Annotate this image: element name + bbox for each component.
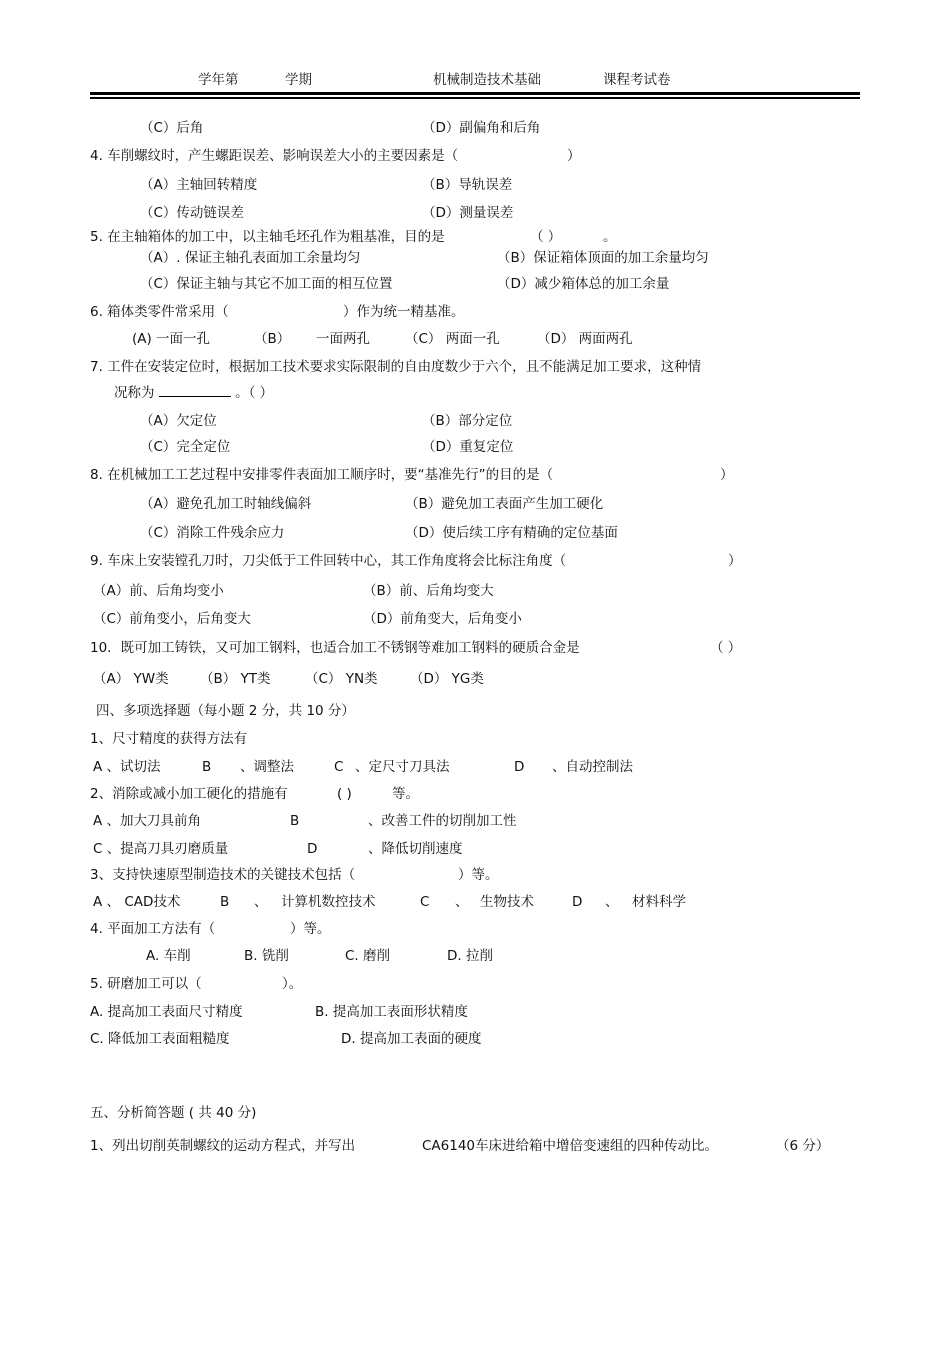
header-rule-thin [90, 97, 860, 99]
q4-option-c: （C）传动链误差 [140, 205, 244, 221]
m4-option-a: A. 车削 [146, 948, 191, 964]
q7-option-b: （B）部分定位 [422, 413, 513, 429]
m3-option-c-label: C [420, 894, 430, 910]
q4-option-b: （B）导轨误差 [422, 177, 513, 193]
m5-option-b: B. 提高加工表面形状精度 [315, 1004, 468, 1020]
q9-option-d: （D）前角变大，后角变小 [363, 611, 522, 627]
m5-option-d: D. 提高加工表面的硬度 [341, 1031, 482, 1047]
m5-option-a: A. 提高加工表面尺寸精度 [90, 1004, 243, 1020]
q3-option-c: （C）后角 [140, 120, 204, 136]
header-semester: 学期 [285, 72, 312, 88]
q4-close: ） [567, 148, 581, 164]
m2-tail: 等。 [392, 786, 419, 802]
m3-option-c: 生物技术 [480, 894, 534, 910]
m2-option-c: C 、提高刀具刃磨质量 [93, 841, 229, 857]
q6-option-b: 一面两孔 [316, 331, 370, 347]
q7-cont-b: 。（ ） [235, 385, 274, 401]
m4-option-d: D. 拉削 [447, 948, 493, 964]
section-5-title: 五、分析简答题 ( 共 40 分) [90, 1105, 257, 1121]
q6-option-c: （C） 两面一孔 [405, 331, 500, 347]
m3-option-b-label: B [220, 894, 230, 910]
q8-option-b: （B）避免加工表面产生加工硬化 [405, 496, 604, 512]
q7-continuation [114, 384, 273, 402]
q10-option-d: （D） YG类 [410, 671, 484, 687]
q4-option-a: （A）主轴回转精度 [140, 177, 258, 193]
q8-option-c: （C）消除工件残余应力 [140, 525, 285, 541]
m3-option-c-sep: 、 [455, 894, 469, 910]
m1-option-d-label: D [514, 759, 525, 775]
m5-option-c: C. 降低加工表面粗糙度 [90, 1031, 230, 1047]
q8-option-a: （A）避免孔加工时轴线偏斜 [140, 496, 312, 512]
m3-option-a: A 、 CAD技术 [93, 894, 181, 910]
q8-stem: 8. 在机械加工工艺过程中安排零件表面加工顺序时，要“基准先行”的目的是（ [90, 467, 554, 483]
q10-paren: （ ） [710, 640, 742, 656]
m4-close: ）等。 [290, 921, 331, 937]
q7-answer-blank[interactable] [159, 384, 231, 397]
q10-stem: 10．既可加工铸铁，又可加工钢料，也适合加工不锈钢等难加工钢料的硬质合金是 [90, 640, 580, 656]
q6-close: ）作为统一精基准。 [343, 304, 465, 320]
q4-stem: 4. 车削螺纹时，产生螺距误差、影响误差大小的主要因素是（ [90, 148, 459, 164]
m3-option-d-label: D [572, 894, 583, 910]
q5-option-a: （A）. 保证主轴孔表面加工余量均匀 [140, 250, 361, 266]
q10-option-c: （C） YN类 [305, 671, 378, 687]
q4-option-d: （D）测量误差 [422, 205, 514, 221]
q10-option-b: （B） YT类 [200, 671, 271, 687]
m1-option-c: 、定尺寸刀具法 [355, 759, 450, 775]
m2-stem: 2、消除或减小加工硬化的措施有 [90, 786, 288, 802]
m3-option-b: 计算机数控技术 [281, 894, 376, 910]
q5-option-d: （D）减少箱体总的加工余量 [497, 276, 670, 292]
m3-stem: 3、支持快速原型制造技术的关键技术包括（ [90, 867, 356, 883]
q7-stem: 7. 工件在安装定位时，根据加工技术要求实际限制的自由度数少于六个，且不能满足加工要求，这种情 [90, 359, 702, 375]
q3-option-d: （D）副偏角和后角 [422, 120, 541, 136]
q9-close: ） [728, 553, 742, 569]
s5-q1-part-b: CA6140车床进给箱中增倍变速组的四种传动比。 [422, 1138, 719, 1154]
q5-dot: 。 [603, 229, 617, 245]
m5-stem: 5. 研磨加工可以（ [90, 976, 202, 992]
m2-option-d: 、降低切削速度 [368, 841, 463, 857]
header-exam: 课程考试卷 [603, 72, 671, 88]
m1-option-a: A 、试切法 [93, 759, 161, 775]
q6-option-a: (A) 一面一孔 [132, 331, 211, 347]
q9-option-c: （C）前角变小，后角变大 [93, 611, 251, 627]
q5-option-b: （B）保证箱体顶面的加工余量均匀 [497, 250, 709, 266]
q8-option-d: （D）使后续工序有精确的定位基面 [405, 525, 618, 541]
m4-stem: 4. 平面加工方法有（ [90, 921, 216, 937]
q5-stem: 5. 在主轴箱体的加工中，以主轴毛坯孔作为粗基准，目的是 [90, 229, 445, 245]
q9-stem: 9. 车床上安装镗孔刀时，刀尖低于工件回转中心，其工作角度将会比标注角度（ [90, 553, 567, 569]
m3-option-d: 材料科学 [632, 894, 686, 910]
m1-option-c-label: C [334, 759, 344, 775]
m2-option-d-label: D [307, 841, 318, 857]
q7-option-d: （D）重复定位 [422, 439, 514, 455]
m1-option-b-label: B [202, 759, 212, 775]
q5-option-c: （C）保证主轴与其它不加工面的相互位置 [140, 276, 393, 292]
m4-option-b: B. 铣削 [244, 948, 289, 964]
q9-option-a: （A）前、后角均变小 [93, 583, 224, 599]
q10-option-a: （A） YW类 [93, 671, 169, 687]
m1-stem: 1、尺寸精度的获得方法有 [90, 731, 248, 747]
m4-option-c: C. 磨削 [345, 948, 391, 964]
s5-q1-part-a: 1、列出切削英制螺纹的运动方程式，并写出 [90, 1138, 356, 1154]
m5-close: ）。 [282, 976, 303, 992]
m2-option-a: A 、加大刀具前角 [93, 813, 202, 829]
q5-paren: （ ） [530, 229, 562, 245]
header-rule-thick [90, 92, 860, 95]
q8-close: ） [720, 467, 734, 483]
m3-option-b-sep: 、 [254, 894, 268, 910]
m1-option-b: 、调整法 [240, 759, 294, 775]
m1-option-d: 、自动控制法 [552, 759, 633, 775]
q7-option-a: （A）欠定位 [140, 413, 217, 429]
m2-option-b-label: B [290, 813, 300, 829]
section-4-title: 四、多项选择题（每小题 2 分，共 10 分） [96, 703, 355, 719]
q6-option-d: （D） 两面两孔 [537, 331, 633, 347]
header-year-term: 学年第 [198, 72, 239, 88]
header-course: 机械制造技术基础 [433, 72, 541, 88]
q9-option-b: （B）前、后角均变大 [363, 583, 494, 599]
q6-stem: 6. 箱体类零件常采用（ [90, 304, 229, 320]
q7-cont-a: 况称为 [114, 385, 155, 401]
q7-option-c: （C）完全定位 [140, 439, 231, 455]
m3-close: ）等。 [458, 867, 499, 883]
s5-q1-score: （6 分） [776, 1138, 830, 1154]
m3-option-d-sep: 、 [605, 894, 619, 910]
m2-paren: ( ) [337, 786, 352, 802]
m2-option-b: 、改善工件的切削加工性 [368, 813, 517, 829]
q6-option-b-label: （B） [254, 331, 291, 347]
